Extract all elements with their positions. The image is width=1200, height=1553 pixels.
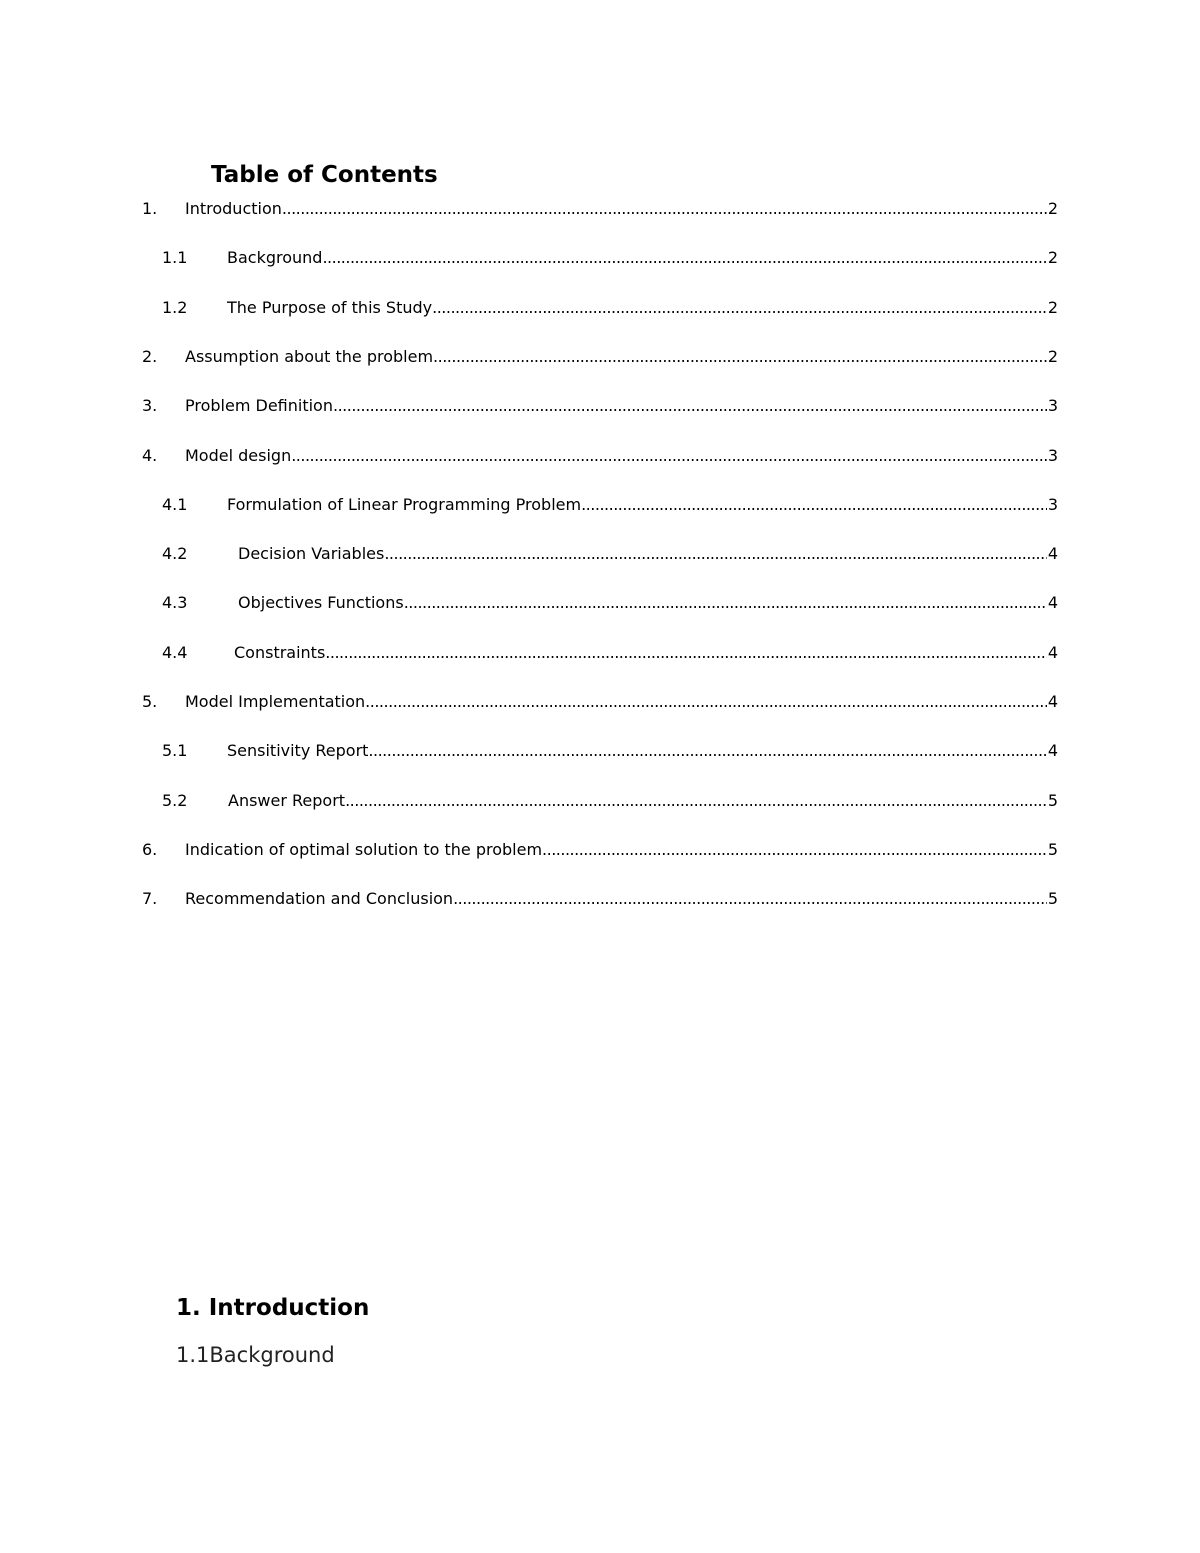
toc-entry-page: 5 xyxy=(1047,889,1058,909)
toc-entry[interactable] xyxy=(142,739,1058,763)
toc-dot-leader xyxy=(453,887,1047,911)
toc-entry-page: 4 xyxy=(1047,544,1058,564)
toc-entry-number: 1.1 xyxy=(162,248,188,268)
toc-entry[interactable] xyxy=(142,444,1058,468)
toc-entry-label: Constraints xyxy=(234,642,326,662)
toc-entry-number: 4.2 xyxy=(162,544,188,564)
toc-entry-number: 1.2 xyxy=(162,297,188,317)
toc-entry-number: 2. xyxy=(142,346,158,366)
toc-dot-leader xyxy=(322,246,1046,270)
toc-entry-number: 3. xyxy=(142,396,158,416)
toc-entry-label: Introduction xyxy=(185,199,282,218)
toc-entry-page: 4 xyxy=(1047,692,1058,711)
toc-entry-number: 5.1 xyxy=(162,741,188,761)
toc-entry[interactable] xyxy=(142,246,1058,270)
toc-entry-number: 4.4 xyxy=(162,642,188,662)
toc-dot-leader xyxy=(291,444,1047,468)
toc-entry[interactable] xyxy=(142,789,1058,813)
toc-entry-page: 4 xyxy=(1047,593,1058,613)
toc-entry[interactable] xyxy=(142,296,1058,320)
toc-entry-label: Sensitivity Report xyxy=(227,741,369,761)
toc-entry[interactable] xyxy=(142,641,1058,665)
toc-entry-page: 2 xyxy=(1047,199,1058,218)
toc-dot-leader xyxy=(345,789,1047,813)
toc-dot-leader xyxy=(365,690,1047,714)
toc-dot-leader xyxy=(581,493,1047,517)
toc-entry-number: 4.3 xyxy=(162,593,188,613)
toc-entry-label: Background xyxy=(227,248,323,268)
toc-dot-leader xyxy=(333,394,1047,418)
toc-entry-number: 5.2 xyxy=(162,790,188,810)
toc-entry-page: 3 xyxy=(1047,445,1058,465)
toc-dot-leader xyxy=(282,197,1047,221)
toc-dot-leader xyxy=(432,296,1047,320)
toc-title: Table of Contents xyxy=(211,162,438,188)
toc-dot-leader xyxy=(433,345,1047,369)
toc-entry-page: 5 xyxy=(1047,839,1058,859)
toc-entry-page: 3 xyxy=(1047,494,1058,514)
toc-entry[interactable] xyxy=(142,197,1058,221)
toc-dot-leader xyxy=(542,838,1047,862)
toc-entry-label: Formulation of Linear Programming Problem xyxy=(227,494,582,514)
toc-dot-leader xyxy=(325,641,1047,665)
toc-dot-leader xyxy=(368,739,1046,763)
toc-entry-label: The Purpose of this Study xyxy=(227,297,433,317)
toc-entry-label: Decision Variables xyxy=(238,544,385,564)
toc-dot-leader xyxy=(404,591,1047,615)
toc-entry-number: 4.1 xyxy=(162,494,188,514)
toc-entry-label: Assumption about the problem xyxy=(185,346,434,366)
toc-entry-page: 4 xyxy=(1047,642,1058,662)
toc-entry[interactable] xyxy=(142,345,1058,369)
toc-entry-label: Objectives Functions xyxy=(238,593,404,613)
toc-entry-label: Indication of optimal solution to the problem xyxy=(185,839,543,859)
toc-entry-number: 7. xyxy=(142,889,158,909)
toc-entry-number: 6. xyxy=(142,839,158,859)
toc-entry[interactable] xyxy=(142,493,1058,517)
toc-entry-number: 5. xyxy=(142,692,158,711)
toc-entry[interactable] xyxy=(142,591,1058,615)
section-heading: 1. Introduction xyxy=(176,1295,370,1321)
toc-entry-page: 2 xyxy=(1047,346,1058,366)
toc-entry[interactable] xyxy=(142,394,1058,418)
toc-entry-page: 2 xyxy=(1047,297,1058,317)
toc-entry-page: 3 xyxy=(1047,396,1058,416)
toc-entry-label: Answer Report xyxy=(228,790,346,810)
toc-entry[interactable] xyxy=(142,690,1058,714)
toc-entry-number: 1. xyxy=(142,199,158,218)
toc-entry-label: Problem Definition xyxy=(185,396,333,416)
toc-entry-label: Model design xyxy=(185,445,292,465)
toc-dot-leader xyxy=(384,542,1046,566)
toc-entry[interactable] xyxy=(142,542,1058,566)
toc-entry[interactable] xyxy=(142,838,1058,862)
toc-entry-page: 5 xyxy=(1047,790,1058,810)
toc-entry[interactable] xyxy=(142,887,1058,911)
toc-entry-label: Recommendation and Conclusion xyxy=(185,889,454,909)
toc-entry-number: 4. xyxy=(142,445,158,465)
toc-entry-page: 2 xyxy=(1047,248,1058,268)
toc-entry-label: Model Implementation xyxy=(185,692,366,711)
subsection-heading: 1.1Background xyxy=(176,1343,335,1367)
toc-entry-page: 4 xyxy=(1047,741,1058,761)
